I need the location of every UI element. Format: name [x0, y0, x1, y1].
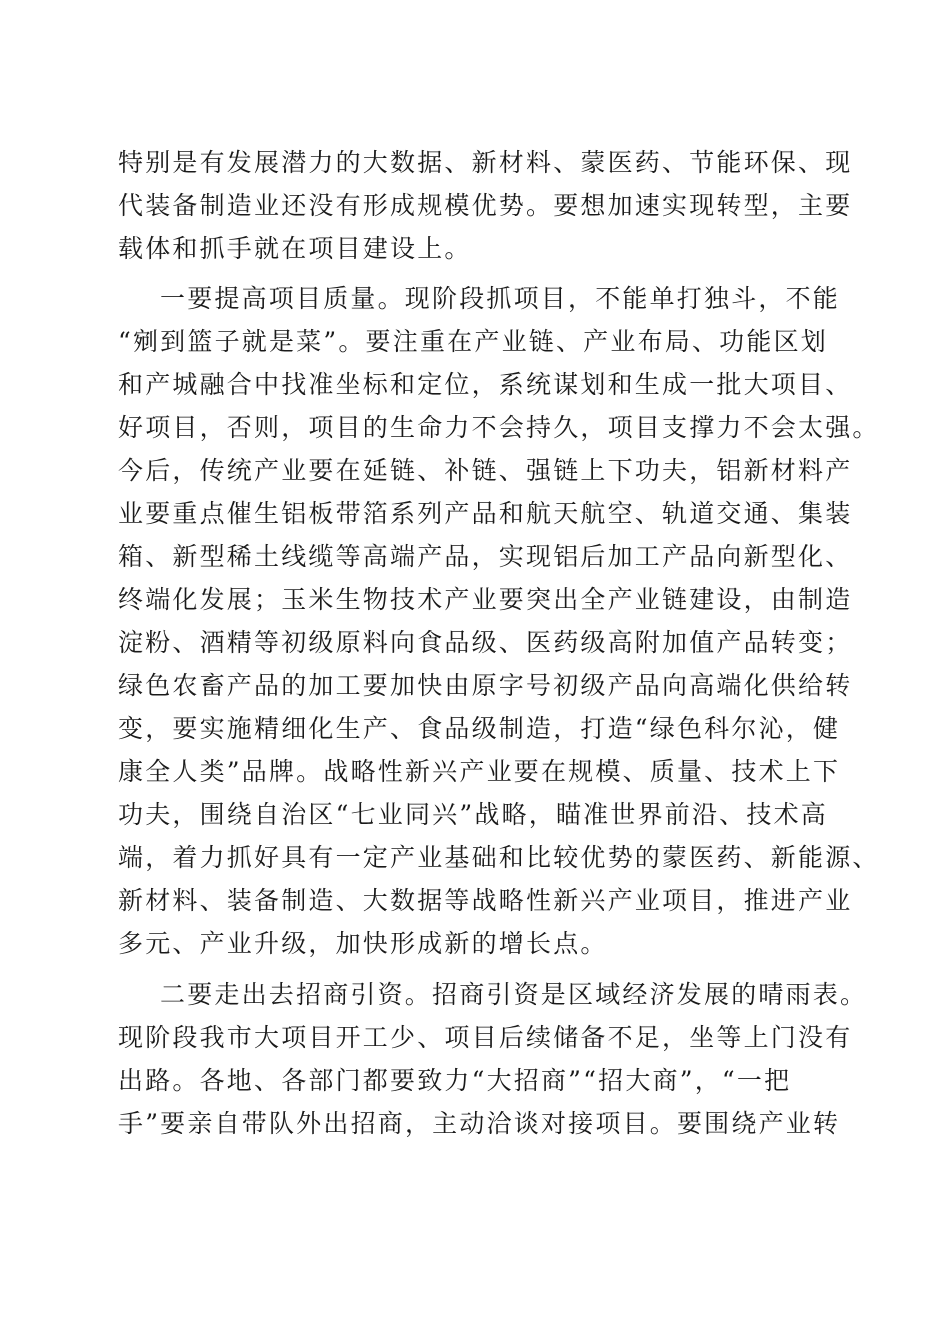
text-line: 淀粉、酒精等初级原料向食品级、医药级高附加值产品转变；	[118, 628, 853, 657]
text-line: 载体和抓手就在项目建设上。	[118, 234, 472, 263]
text-line: 和产城融合中找准坐标和定位，系统谋划和生成一批大项目、	[118, 370, 853, 399]
text-line: 端，着力抓好具有一定产业基础和比较优势的蒙医药、新能源、	[118, 843, 880, 872]
text-line: 多元、产业升级，加快形成新的增长点。	[118, 929, 608, 958]
text-line: 好项目，否则，项目的生命力不会持久，项目支撑力不会太强。	[118, 413, 880, 442]
text-line: 新材料、装备制造、大数据等战略性新兴产业项目，推进产业	[118, 886, 853, 915]
text-line: 特别是有发展潜力的大数据、新材料、蒙医药、节能环保、现	[118, 148, 853, 177]
paragraph-heading-line: 二要走出去招商引资。招商引资是区域经济发展的晴雨表。	[160, 980, 868, 1009]
text-line: 代装备制造业还没有形成规模优势。要想加速实现转型，主要	[118, 191, 853, 220]
text-line: 出路。各地、各部门都要致力“大招商”“招大商”，“一把	[118, 1066, 792, 1095]
text-line: “剜到篮子就是菜”。要注重在产业链、产业布局、功能区划	[118, 327, 828, 356]
text-line: 变，要实施精细化生产、食品级制造，打造“绿色科尔沁，健	[118, 714, 841, 743]
text-line: 手”要亲自带队外出招商，主动洽谈对接项目。要围绕产业转	[118, 1109, 841, 1138]
text-line: 箱、新型稀土线缆等高端产品，实现铝后加工产品向新型化、	[118, 542, 853, 571]
text-line: 绿色农畜产品的加工要加快由原字号初级产品向高端化供给转	[118, 671, 853, 700]
text-line: 功夫，围绕自治区“七业同兴”战略，瞄准世界前沿、技术高	[118, 800, 828, 829]
text-line: 现阶段我市大项目开工少、项目后续储备不足，坐等上门没有	[118, 1023, 853, 1052]
text-line: 终端化发展；玉米生物技术产业要突出全产业链建设，由制造	[118, 585, 853, 614]
text-line: 今后，传统产业要在延链、补链、强链上下功夫，铝新材料产	[118, 456, 853, 485]
text-line: 业要重点催生铝板带箔系列产品和航天航空、轨道交通、集装	[118, 499, 853, 528]
text-line: 康全人类”品牌。战略性新兴产业要在规模、质量、技术上下	[118, 757, 841, 786]
paragraph-heading-line: 一要提高项目质量。现阶段抓项目，不能单打独斗，不能	[160, 284, 841, 313]
